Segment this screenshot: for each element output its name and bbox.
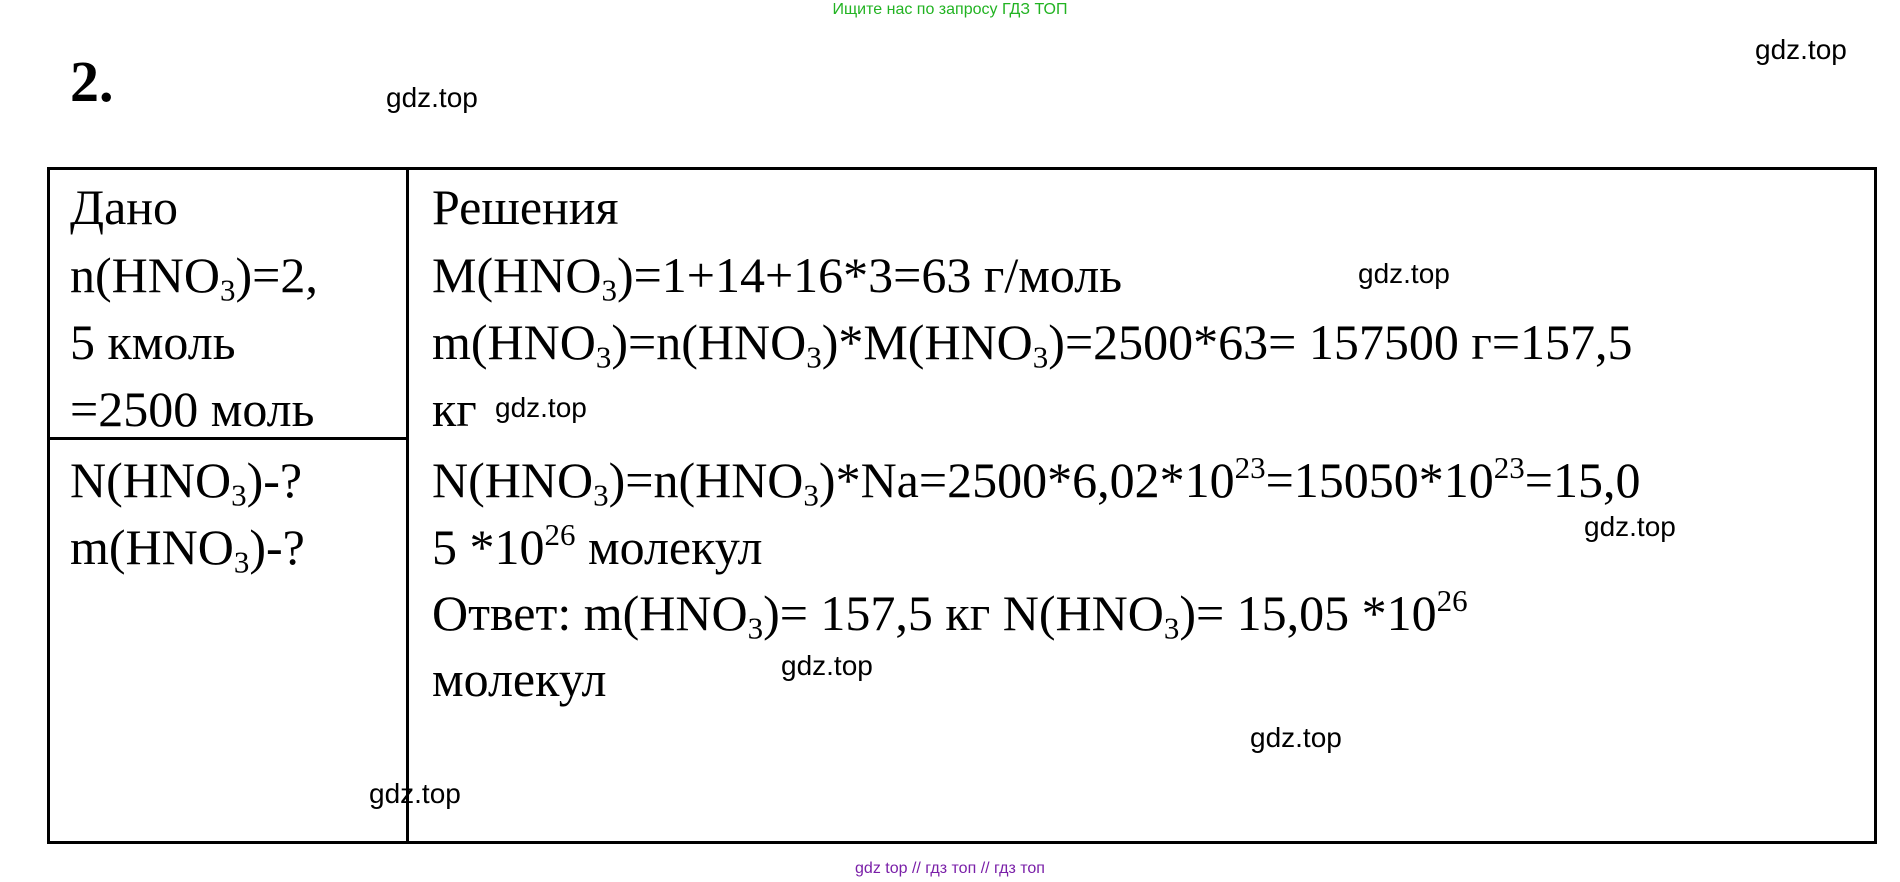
molecules-line: $N(HNO_3)=n(HNO_3)*Na=2500*6,02*10^{23}=15050*10^{23}=15,0$ [432,449,1641,513]
molar-mass-line: $M(HNO_3)=1+14+16*3=63$ г/моль [432,247,1123,308]
watermark: gdz.top [781,650,873,681]
answer-line: Ответ: $m(HNO_3)= 157,5$ кг $N(HNO_3)= 15,05$ $*10^{26}$ [432,582,1468,646]
given-header: Дано [70,179,179,235]
watermark: gdz.top [1584,511,1676,542]
given-find-divider [47,437,408,440]
given-line: $n(HNO_3)=2$, [70,247,318,308]
task-number: 2. [70,49,114,114]
given-line: 5 кмоль [70,314,236,370]
watermark: gdz.top [1358,258,1450,289]
search-hint: Ищите нас по запросу ГДЗ ТОП [832,1,1068,18]
molecules-line-cont: 5 $*10^{26}$ молекул [432,516,763,575]
column-divider [406,167,409,844]
find-line: $m(HNO_3)-$? [70,519,305,580]
mass-line-cont: кг [432,381,477,437]
footer-note: gdz top // гдз топ // гдз топ [855,860,1045,877]
find-line: $N(HNO_3)-$? [70,452,303,513]
solution-header: Решения [432,179,619,235]
watermark: gdz.top [495,392,587,423]
given-line: =2500 моль [70,381,315,437]
watermark: gdz.top [369,778,461,809]
watermark: gdz.top [1755,34,1847,65]
watermark: gdz.top [386,82,478,113]
watermark: gdz.top [1250,722,1342,753]
answer-line-cont: молекул [432,651,607,707]
mass-line: $m(HNO_3)=n(HNO_3)*M(HNO_3)=2500*63= 157500$ г=157,5 [432,314,1633,375]
